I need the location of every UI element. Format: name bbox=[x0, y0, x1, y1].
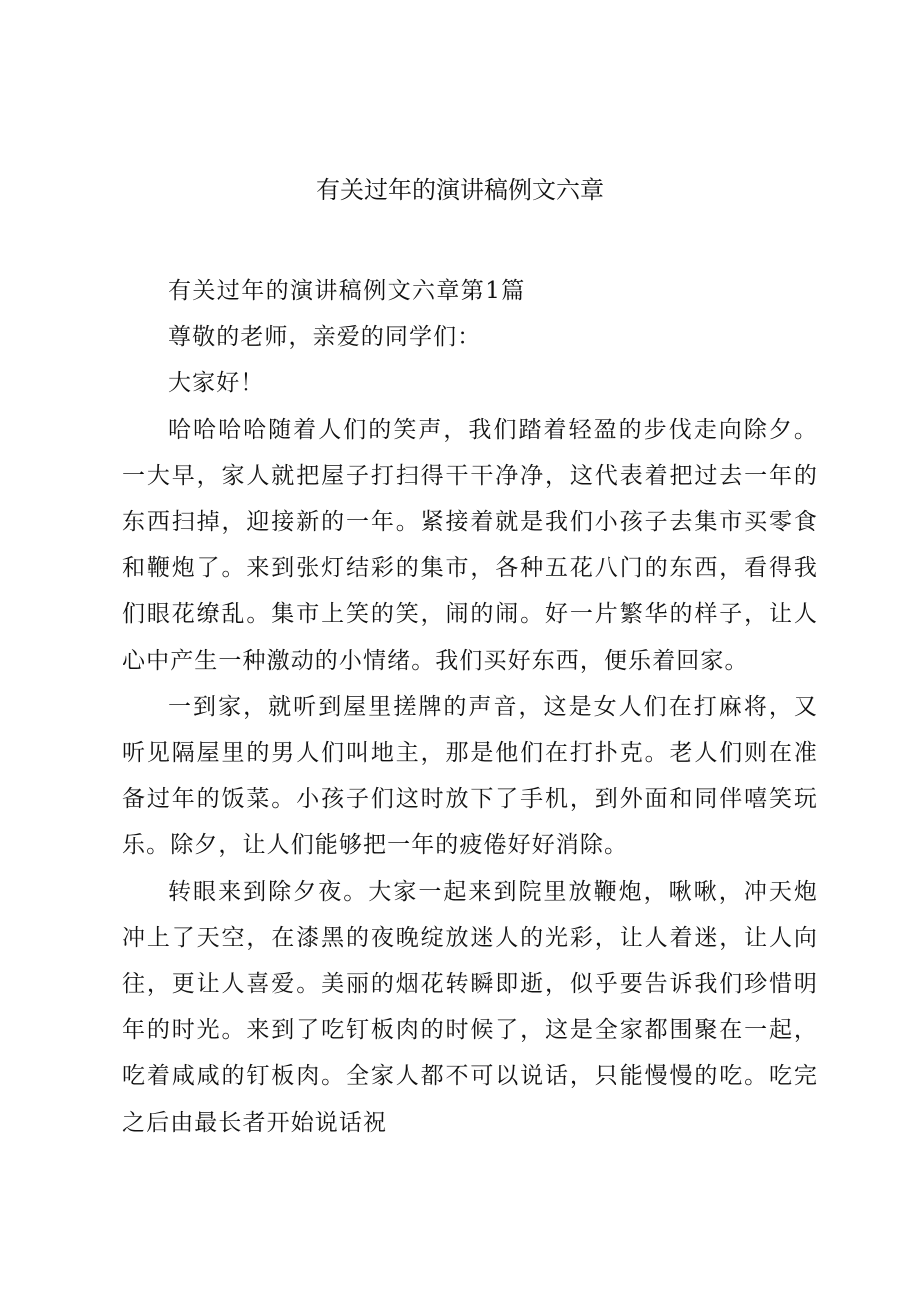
document-body bbox=[122, 268, 818, 1146]
section-heading: 有关过年的演讲稿例文六章第1篇 bbox=[168, 278, 526, 304]
greeting: 大家好！ bbox=[168, 370, 265, 397]
body-paragraph: 转眼来到除夕夜。大家一起来到院里放鞭炮，啾啾，冲天炮冲上了天空，在漆黑的夜晚绽放迷人的光彩，让人着迷，让人向往，更让人喜爱。美丽的烟花转瞬即逝，似乎要告诉我们珍惜明年的时光。来到了吃钉板肉的时候了，这是全家都围聚在一起，吃着咸咸的钉板肉。全家人都不可以说话，只能慢慢的吃。吃完之后由最长者开始说话祝 bbox=[122, 878, 818, 1136]
body-paragraph: 一到家，就听到屋里搓牌的声音，这是女人们在打麻将，又听见隔屋里的男人们叫地主，那是他们在打扑克。老人们则在准备过年的饭菜。小孩子们这时放下了手机，到外面和同伴嘻笑玩乐。除夕，让人们能够把一年的疲倦好好消除。 bbox=[122, 693, 818, 859]
salutation: 尊敬的老师，亲爱的同学们： bbox=[168, 324, 482, 351]
body-paragraph: 哈哈哈哈随着人们的笑声，我们踏着轻盈的步伐走向除夕。一大早，家人就把屋子打扫得干干净净，这代表着把过去一年的东西扫掉，迎接新的一年。紧接着就是我们小孩子去集市买零食和鞭炮了。来到张灯结彩的集市，各种五花八门的东西，看得我们眼花缭乱。集市上笑的笑，闹的闹。好一片繁华的样子，让人心中产生一种激动的小情绪。我们买好东西，便乐着回家。 bbox=[122, 416, 818, 674]
document-title: 有关过年的演讲稿例文六章 bbox=[316, 176, 604, 204]
